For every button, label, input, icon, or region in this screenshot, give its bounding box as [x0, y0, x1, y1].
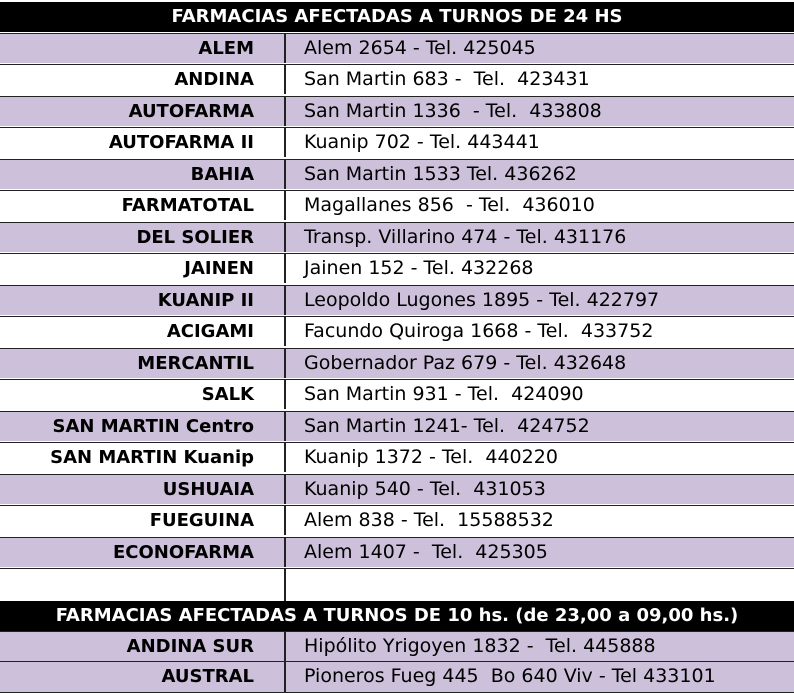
pharmacy-name: AUTOFARMA II	[0, 128, 286, 157]
table-row	[0, 474, 794, 504]
table-row	[0, 253, 794, 283]
table-row	[0, 33, 794, 63]
pharmacy-name: ACIGAMI	[0, 317, 286, 346]
pharmacy-name: SAN MARTIN Kuanip	[0, 443, 286, 472]
pharmacy-address: Leopoldo Lugones 1895 - Tel. 422797	[304, 289, 660, 311]
pharmacy-address: Kuanip 540 - Tel. 431053	[304, 478, 546, 500]
pharmacy-name: AUSTRAL	[0, 662, 286, 692]
pharmacy-address: Facundo Quiroga 1668 - Tel. 433752	[304, 320, 654, 342]
blank-row	[0, 568, 794, 601]
pharmacy-address: Hipólito Yrigoyen 1832 - Tel. 445888	[304, 635, 656, 657]
pharmacy-address: Kuanip 702 - Tel. 443441	[304, 131, 540, 153]
pharmacy-address: Jainen 152 - Tel. 432268	[304, 257, 534, 279]
pharmacy-address: Alem 838 - Tel. 15588532	[304, 509, 554, 531]
pharmacy-name: SALK	[0, 380, 286, 409]
pharmacy-address: Alem 2654 - Tel. 425045	[304, 37, 536, 59]
pharmacy-name: FARMATOTAL	[0, 191, 286, 220]
pharmacy-address: San Martin 683 - Tel. 423431	[304, 68, 590, 90]
pharmacy-name: SAN MARTIN Centro	[0, 412, 286, 441]
pharmacy-name: USHUAIA	[0, 475, 286, 504]
pharmacy-name: FUEGUINA	[0, 506, 286, 535]
pharmacy-name: DEL SOLIER	[0, 223, 286, 252]
pharmacy-name: ANDINA SUR	[0, 632, 286, 661]
section2-title: FARMACIAS AFECTADAS A TURNOS DE 10 hs. (de 23,00 a 09,00 hs.)	[0, 601, 794, 631]
pharmacy-name: ALEM	[0, 34, 286, 63]
table-row	[0, 661, 794, 693]
pharmacy-name: BAHIA	[0, 160, 286, 189]
table-row	[0, 348, 794, 378]
pharmacy-address: San Martin 1241- Tel. 424752	[304, 415, 590, 437]
pharmacy-address: Kuanip 1372 - Tel. 440220	[304, 446, 558, 468]
table-row	[0, 159, 794, 189]
table-row	[0, 316, 794, 346]
pharmacy-address: San Martin 1336 - Tel. 433808	[304, 100, 602, 122]
pharmacy-address: San Martin 931 - Tel. 424090	[304, 383, 584, 405]
table-row	[0, 631, 794, 661]
pharmacy-address: Pioneros Fueg 445 Bo 640 Viv - Tel 433101	[304, 665, 716, 687]
pharmacy-name: ECONOFARMA	[0, 538, 286, 567]
table-row	[0, 64, 794, 94]
pharmacy-address: Transp. Villarino 474 - Tel. 431176	[304, 226, 627, 248]
pharmacy-name: ANDINA	[0, 65, 286, 94]
pharmacy-name: AUTOFARMA	[0, 97, 286, 126]
pharmacy-address: Magallanes 856 - Tel. 436010	[304, 194, 595, 216]
table-row	[0, 537, 794, 567]
pharmacy-address: Gobernador Paz 679 - Tel. 432648	[304, 352, 627, 374]
pharmacy-address: Alem 1407 - Tel. 425305	[304, 541, 548, 563]
section1-title: FARMACIAS AFECTADAS A TURNOS DE 24 HS	[0, 2, 794, 32]
table-row	[0, 411, 794, 441]
pharmacy-name: MERCANTIL	[0, 349, 286, 378]
table-row	[0, 505, 794, 535]
table-row	[0, 96, 794, 126]
table-row	[0, 285, 794, 315]
pharmacy-name: KUANIP II	[0, 286, 286, 315]
table-row	[0, 127, 794, 157]
table-row	[0, 222, 794, 252]
table-row	[0, 442, 794, 472]
pharmacy-name: JAINEN	[0, 254, 286, 283]
table-row	[0, 379, 794, 409]
table-row	[0, 190, 794, 220]
pharmacy-address: San Martin 1533 Tel. 436262	[304, 163, 577, 185]
